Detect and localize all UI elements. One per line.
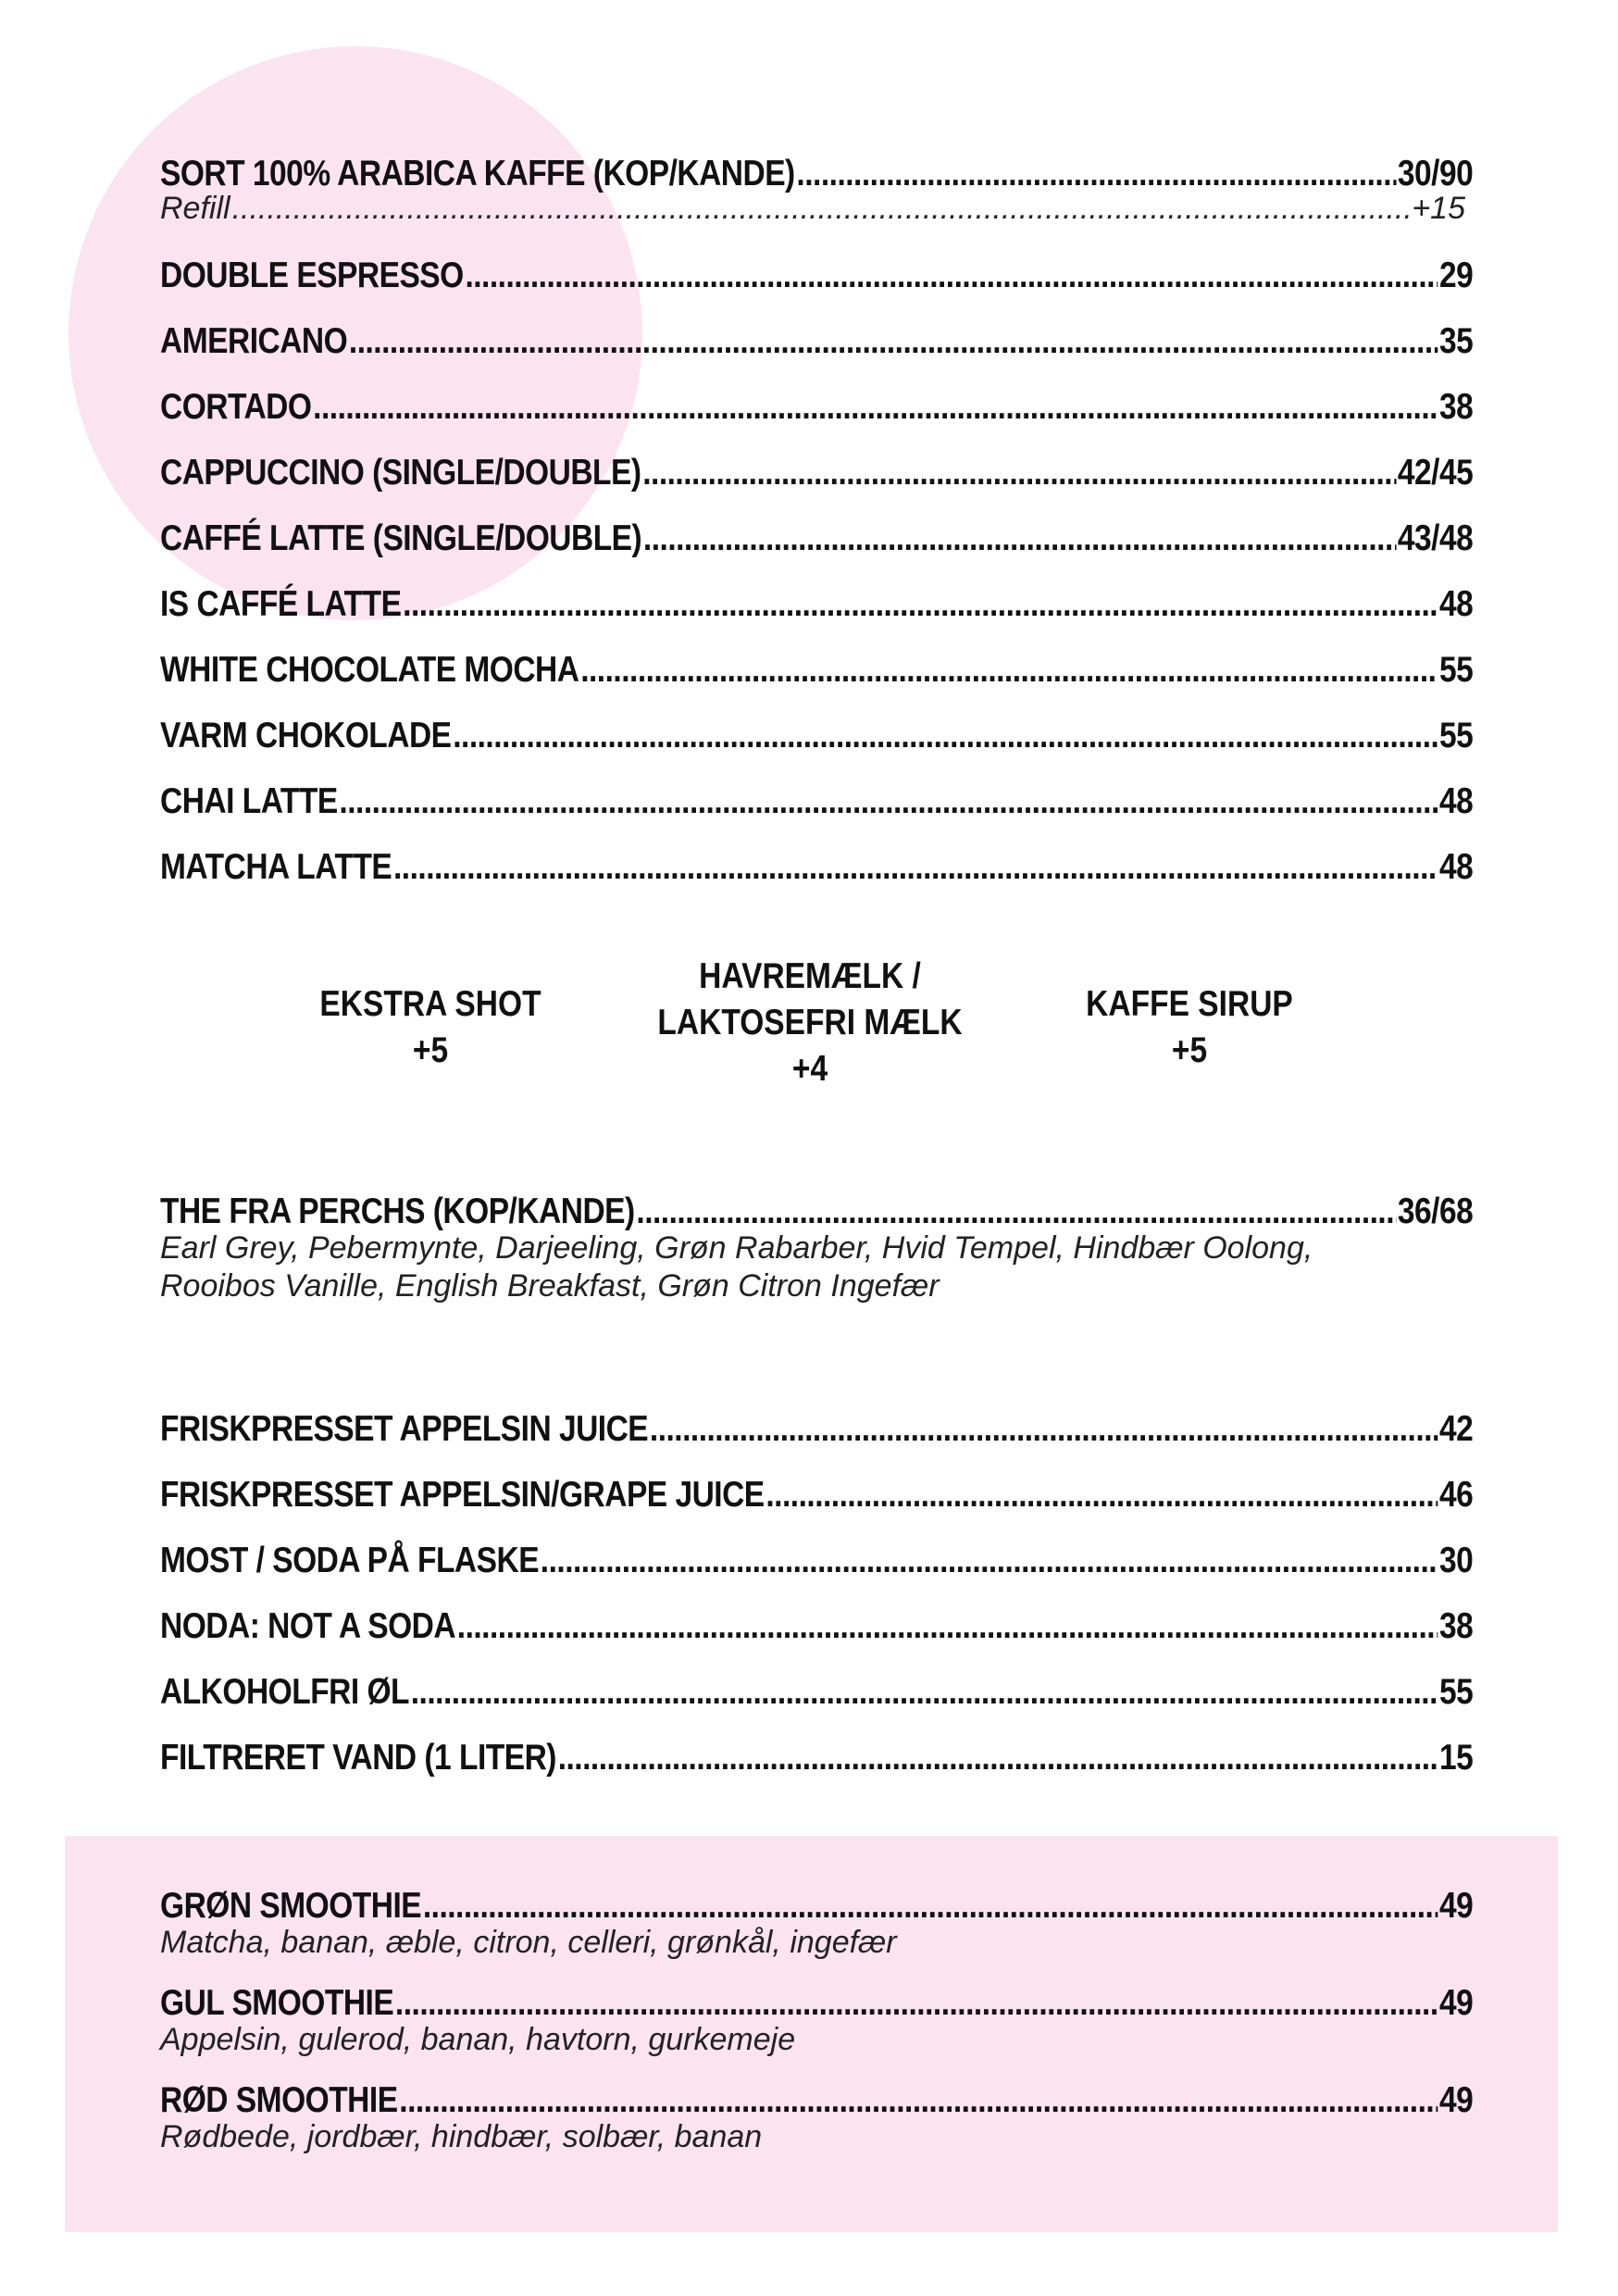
item-name: MOST / SODA PÅ FLASKE <box>160 1541 540 1580</box>
item-name: DOUBLE ESPRESSO <box>160 256 464 295</box>
item-name: GUL SMOOTHIE <box>160 1983 394 2023</box>
menu-item <box>160 715 1473 757</box>
dot-leader <box>580 649 1438 692</box>
smoothie-menu <box>160 1885 1473 2156</box>
item-price: 55 <box>1438 716 1474 755</box>
extra-label: KAFFE SIRUP <box>1086 984 1293 1024</box>
item-name: SORT 100% ARABICA KAFFE (KOP/KANDE) <box>160 154 795 193</box>
menu-item <box>160 1474 1473 1516</box>
dot-leader <box>643 518 1396 560</box>
coffee-menu <box>160 153 1473 889</box>
smoothie-ingredients: Appelsin, gulerod, banan, havtorn, gurkemeje <box>160 2022 796 2057</box>
item-name: ALKOHOLFRI ØL <box>160 1672 410 1712</box>
item-price: 29 <box>1438 256 1474 295</box>
item-name: FILTRERET VAND (1 LITER) <box>160 1738 556 1778</box>
dot-leader <box>642 452 1396 494</box>
extra-option <box>651 954 969 1092</box>
dot-leader <box>453 715 1438 757</box>
item-price: 35 <box>1438 321 1474 361</box>
menu-item <box>160 518 1473 560</box>
dot-leader <box>650 1408 1438 1451</box>
dot-leader <box>411 1671 1438 1714</box>
dot-leader <box>393 846 1438 889</box>
tea-menu <box>160 1191 1473 1305</box>
refill-row <box>160 190 1465 228</box>
item-price: 46 <box>1438 1475 1474 1515</box>
cold-drinks-menu <box>160 1408 1473 1779</box>
menu-item <box>160 846 1473 889</box>
extra-price: +4 <box>791 1049 828 1089</box>
item-name: GRØN SMOOTHIE <box>160 1886 422 1926</box>
menu-item <box>160 1408 1473 1451</box>
item-price: 49 <box>1438 1886 1474 1926</box>
item-price: 15 <box>1438 1738 1474 1778</box>
item-name: THE FRA PERCHS (KOP/KANDE) <box>160 1192 635 1231</box>
dot-leader <box>232 190 1411 228</box>
menu-item <box>160 583 1473 626</box>
menu-item <box>160 1737 1473 1779</box>
dot-leader <box>403 583 1438 626</box>
dot-leader <box>395 1982 1438 2025</box>
dot-leader <box>457 1605 1438 1648</box>
item-name: IS CAFFÉ LATTE <box>160 584 402 624</box>
item-price: 30/90 <box>1397 154 1474 193</box>
extra-label: HAVREMÆLK / <box>699 956 921 996</box>
item-name: VARM CHOKOLADE <box>160 716 452 755</box>
extra-label: EKSTRA SHOT <box>319 984 541 1024</box>
item-price: 42 <box>1438 1409 1474 1449</box>
item-name: CHAI LATTE <box>160 781 338 821</box>
extra-option <box>311 981 550 1074</box>
item-name: FRISKPRESSET APPELSIN JUICE <box>160 1409 649 1449</box>
menu-item <box>160 1982 1473 2025</box>
dot-leader <box>399 2079 1438 2122</box>
menu-item <box>160 1671 1473 1714</box>
menu-item <box>160 1540 1473 1582</box>
item-price: 43/48 <box>1397 518 1474 558</box>
item-price: 49 <box>1438 1983 1474 2023</box>
extra-option <box>1070 981 1309 1074</box>
item-price: 42/45 <box>1397 453 1474 493</box>
menu-item <box>160 1191 1473 1233</box>
item-price: 49 <box>1438 2080 1474 2120</box>
extra-price: +5 <box>412 1030 449 1070</box>
item-price: 55 <box>1438 650 1474 690</box>
extra-price: +5 <box>1171 1030 1208 1070</box>
dot-leader <box>349 320 1438 363</box>
dot-leader <box>423 1885 1438 1928</box>
smoothie-ingredients: Matcha, banan, æble, citron, celleri, grønkål, ingefær <box>160 1925 897 1960</box>
item-price: 48 <box>1438 781 1474 821</box>
menu-item <box>160 386 1473 429</box>
refill-price: +15 <box>1412 191 1465 226</box>
menu-item <box>160 320 1473 363</box>
item-name: WHITE CHOCOLATE MOCHA <box>160 650 579 690</box>
menu-item <box>160 2079 1473 2122</box>
smoothie-ingredients: Rødbede, jordbær, hindbær, solbær, banan <box>160 2119 763 2154</box>
dot-leader <box>796 153 1396 195</box>
item-price: 48 <box>1438 847 1474 887</box>
menu-item <box>160 255 1473 297</box>
menu-item <box>160 1885 1473 1928</box>
tea-varieties: Earl Grey, Pebermynte, Darjeeling, Grøn Rabarber, Hvid Tempel, Hindbær Oolong, <box>160 1230 1313 1266</box>
item-price: 38 <box>1438 387 1474 427</box>
menu-item <box>160 649 1473 692</box>
extra-label-line-2: LAKTOSEFRI MÆLK <box>657 1003 963 1042</box>
menu-item <box>160 780 1473 823</box>
dot-leader <box>558 1737 1438 1779</box>
dot-leader <box>339 780 1438 823</box>
item-name: CORTADO <box>160 387 312 427</box>
item-price: 55 <box>1438 1672 1474 1712</box>
extras-section <box>0 954 1618 1092</box>
item-price: 30 <box>1438 1541 1474 1580</box>
menu-item <box>160 153 1473 195</box>
dot-leader <box>313 386 1438 429</box>
menu-item <box>160 452 1473 494</box>
tea-varieties-line-2: Rooibos Vanille, English Breakfast, Grøn Citron Ingefær <box>160 1268 940 1304</box>
item-name: AMERICANO <box>160 321 348 361</box>
refill-label: Refill <box>160 191 230 226</box>
dot-leader <box>465 255 1438 297</box>
item-name: CAPPUCCINO (SINGLE/DOUBLE) <box>160 453 641 493</box>
item-name: CAFFÉ LATTE (SINGLE/DOUBLE) <box>160 518 642 558</box>
item-name: RØD SMOOTHIE <box>160 2080 398 2120</box>
item-name: NODA: NOT A SODA <box>160 1606 456 1646</box>
item-name: FRISKPRESSET APPELSIN/GRAPE JUICE <box>160 1475 765 1515</box>
dot-leader <box>636 1191 1396 1233</box>
menu-item <box>160 1605 1473 1648</box>
item-name: MATCHA LATTE <box>160 847 392 887</box>
item-price: 36/68 <box>1397 1192 1474 1231</box>
item-price: 38 <box>1438 1606 1474 1646</box>
dot-leader <box>541 1540 1438 1582</box>
dot-leader <box>765 1474 1438 1516</box>
item-price: 48 <box>1438 584 1474 624</box>
